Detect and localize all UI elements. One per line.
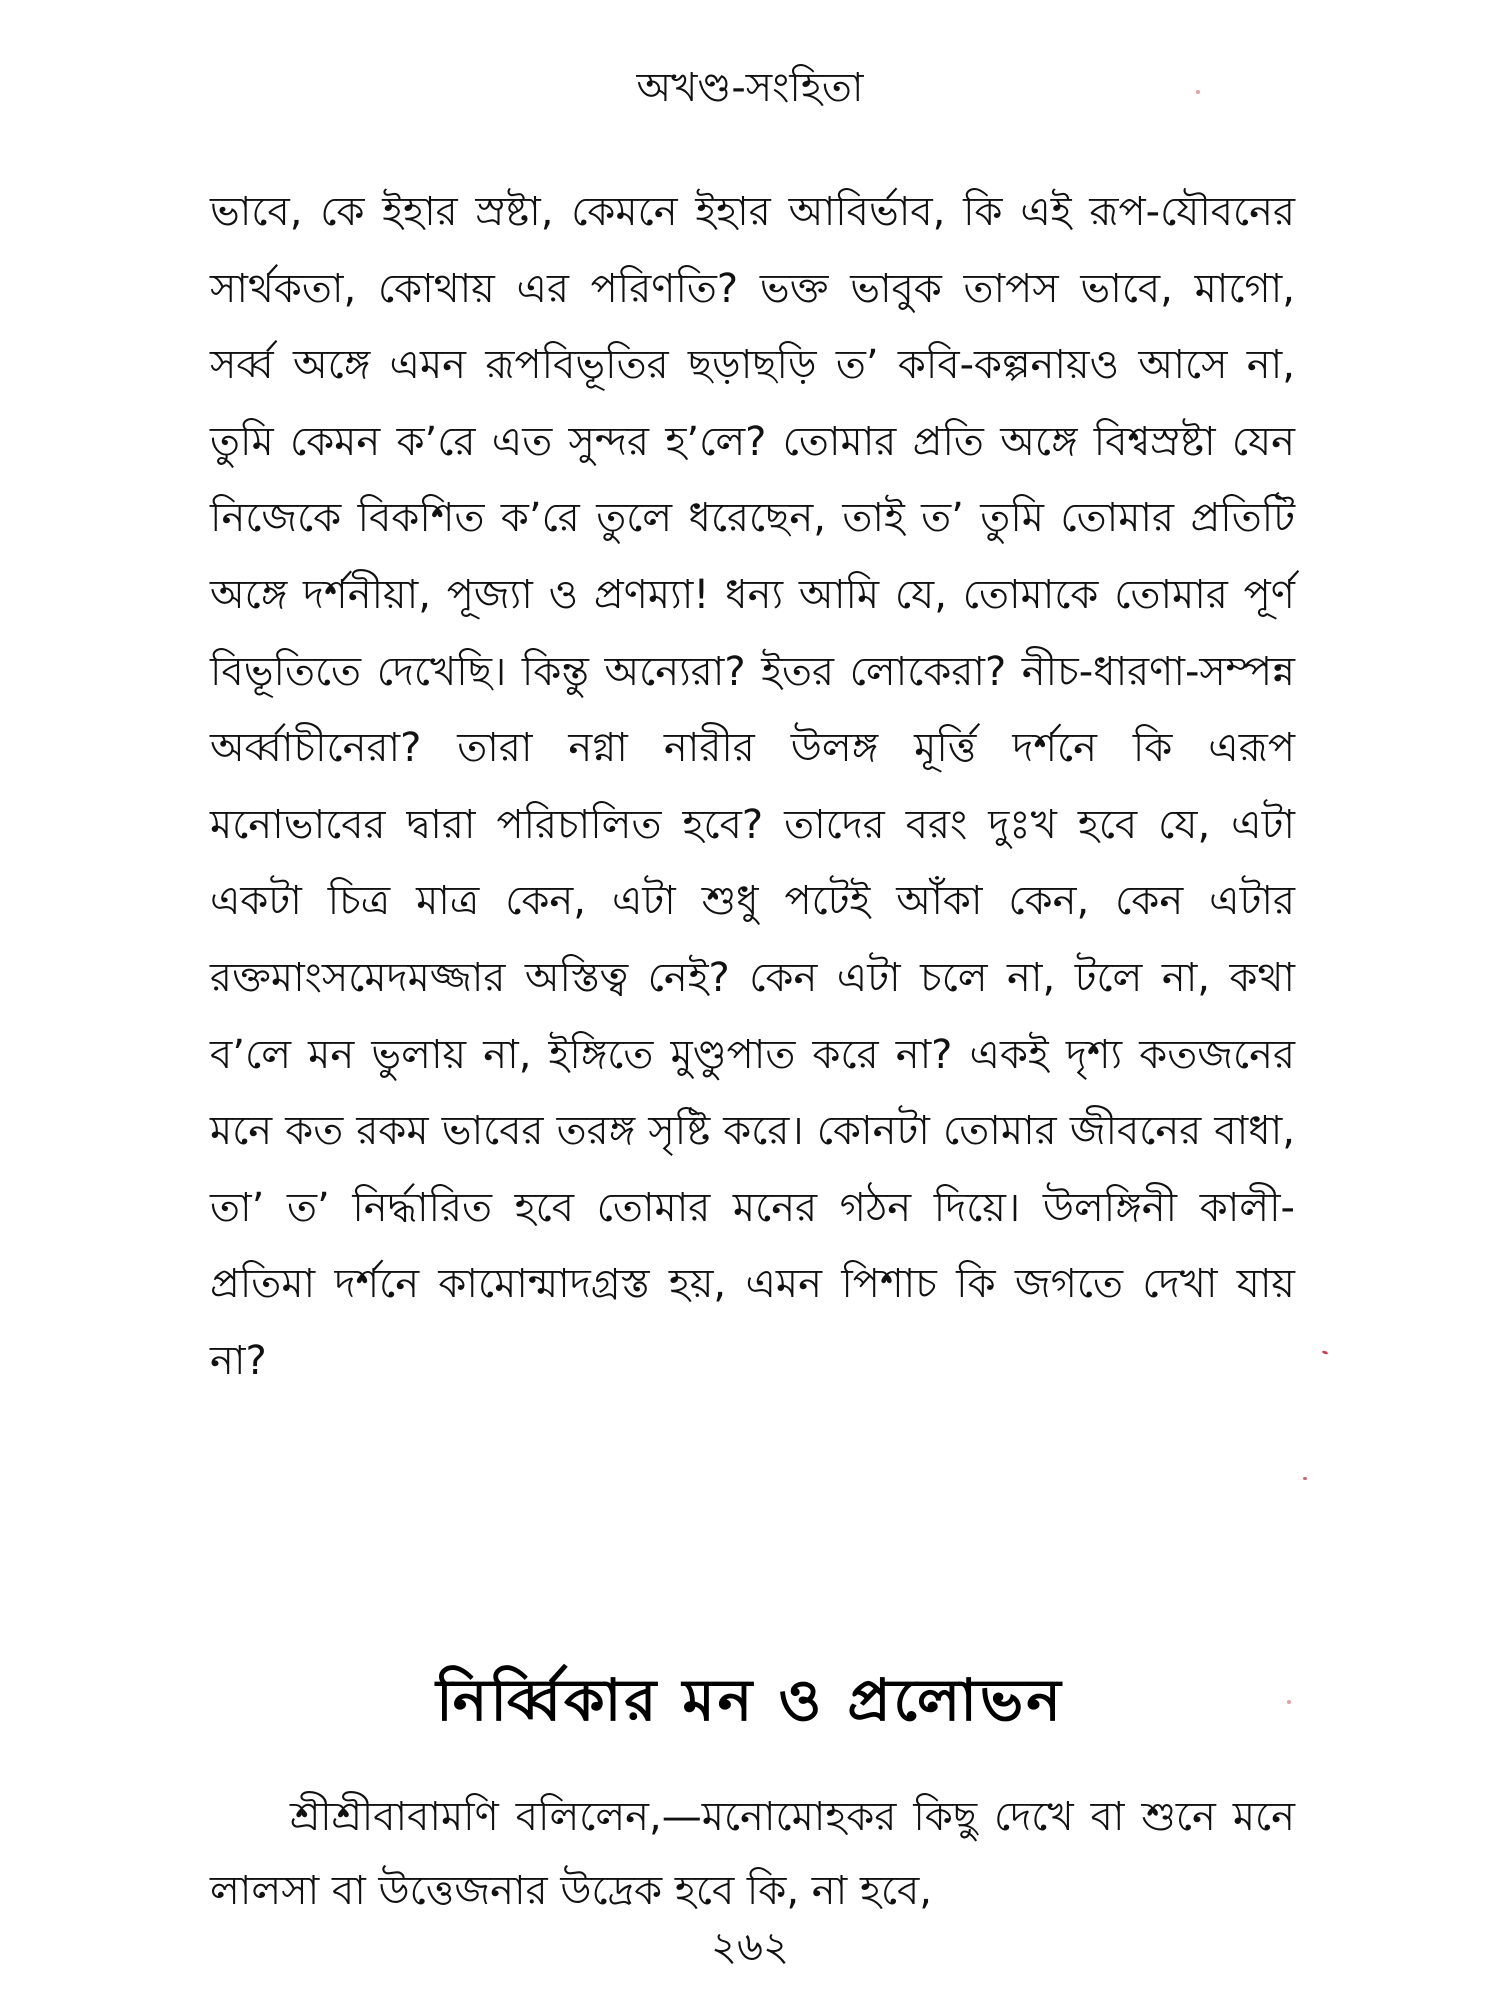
section-paragraph: শ্রীশ্রীবাবামণি বলিলেন,—মনোমোহকর কিছু দেখে বা শুনে মনে লালসা বা উত্তেজনার উদ্রেক হবে কি, না হবে, <box>210 1794 1295 1914</box>
section-heading: নির্ব্বিকার মন ও প্রলোভন <box>436 1666 1064 1734</box>
ink-speck <box>1303 1477 1307 1480</box>
body-paragraph: ভাবে, কে ইহার স্রষ্টা, কেমনে ইহার আবির্ভাব, কি এই রূপ-যৌবনের সার্থকতা, কোথায় এর পরিণতি? ভক্ত ভাবুক তাপস ভাবে, মাগো, সর্ব্ব অঙ্গে এমন রূপবিভূতির ছড়াছড়ি ত’ কবি-কল্পনায়ও আসে না, তুমি কেমন ক’রে এত সুন্দর হ’লে? তোমার প্রতি অঙ্গে বিশ্বস্রষ্টা যেন নিজেকে বিকশিত ক’রে তুলে ধরেছেন, তাই ত’ তুমি তোমার প্রতিটি অঙ্গে দর্শনীয়া, পূজ্যা ও প্রণম্যা! ধন্য আমি যে, তোমাকে তোমার পূর্ণ বিভূতিতে দেখেছি। কিন্তু অন্যেরা? ইতর লোকেরা? নীচ-ধারণা-সম্পন্ন অর্ব্বাচীনেরা? তারা নগ্না নারীর উলঙ্গ মূর্ত্তি দর্শনে কি এরূপ মনোভাবের দ্বারা পরিচালিত হবে? তাদের বরং দুঃখ হবে যে, এটা একটা চিত্র মাত্র কেন, এটা শুধু পটেই আঁকা কেন, কেন এটার রক্তমাংসমেদমজ্জার অস্তিত্ব নেই? কেন এটা চলে না, টলে না, কথা ব’লে মন ভুলায় না, ইঙ্গিতে মুণ্ডুপাত করে না? একই দৃশ্য কতজনের মনে কত রকম ভাবের তরঙ্গ সৃষ্টি করে। কোনটা তোমার জীবনের বাধা, তা’ ত’ নির্দ্ধারিত হবে তোমার মনের গঠন দিয়ে। উলঙ্গিনী কালী-প্রতিমা দর্শনে কামোন্মাদগ্রস্ত হয়, এমন পিশাচ কি জগতে দেখা যায় না? <box>210 189 1295 1384</box>
running-title: অখণ্ড-সংহিতা <box>636 65 864 111</box>
ink-speck <box>1196 90 1200 94</box>
ink-speck <box>1322 1350 1329 1355</box>
ink-speck <box>1287 1700 1291 1704</box>
page-number: ২৬২ <box>710 1924 790 1970</box>
